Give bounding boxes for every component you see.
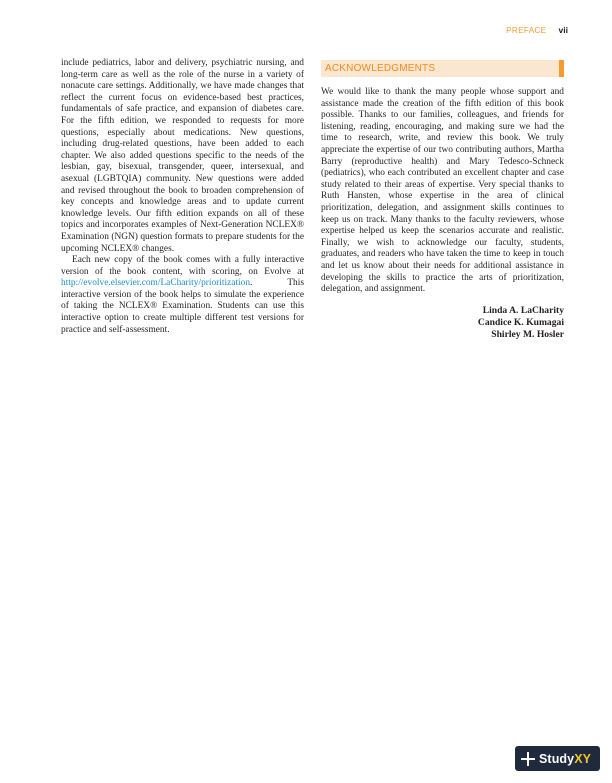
brand-suffix: XY (574, 751, 592, 766)
acknowledgments-heading: ACKNOWLEDGMENTS (325, 63, 436, 74)
author-name: Linda A. LaCharity (482, 304, 564, 316)
section-title: PREFACE (506, 26, 547, 35)
evolve-link[interactable]: http://evolve.elsevier.com/LaCharity/prioritization (61, 278, 251, 289)
heading-accent-bar (559, 60, 564, 77)
studyxy-logo-text (539, 752, 591, 766)
page-number: vii (558, 25, 568, 35)
preface-paragraph: include pediatrics, labor and delivery, psychiatric nursing, and long-term care as well as the role of the nurse in a variety of nonacute care settings. Additionally, we have made changes that reflect the current focus on evidence-based best practices, fundamentals of safe practice, and expansion of diabetes care. For the fifth edition, we responded to requests for more questions, especially about medications. New questions, including drug-related questions, have been added to each chapter. We also added questions specific to the needs of the lesbian, gay, bisexual, transgender, queer, intersexual, and asexual (LGBTQIA) community. New questions were added and revised throughout the book to broaden comprehension of key concepts and knowledge areas and to update current knowledge levels. Our fifth edition expands on all of these topics and incorporates examples of Next-Generation NCLEX® Examination (NGN) question formats to prepare students for the upcoming NCLEX® changes. (61, 58, 304, 254)
right-column (321, 58, 564, 341)
running-head (506, 25, 568, 35)
author-signatures (321, 305, 564, 341)
evolve-text-end: . This interactive version of the book helps to simulate the experience of taking the NCLEX® Examination. Students can use this interactive option to create multiple different test versions for practice and self-assessment. (61, 278, 304, 335)
left-column (61, 58, 304, 336)
evolve-paragraph (61, 255, 304, 336)
plus-icon (521, 752, 535, 766)
acknowledgments-heading-band (321, 60, 564, 77)
studyxy-watermark[interactable] (515, 746, 600, 771)
evolve-text-start: Each new copy of the book comes with a fully interactive version of the book content, with scoring, on Evolve at (61, 255, 304, 277)
brand-prefix: Study (539, 751, 575, 766)
acknowledgments-paragraph: We would like to thank the many people whose support and assistance made the creation of the fifth edition of this book possible. Thanks to our families, colleagues, and friends for listening, reading, encouraging, and making sure we had the time to research, write, and review this book. We truly appreciate the expertise of our two contributing authors, Martha Barry (reproductive health) and Mary Tedesco-Schneck (pediatrics), who each contributed an excellent chapter and case study related to their areas of expertise. Very special thanks to Ruth Hansten, whose expertise in the area of clinical prioritization, delegation, and assignment skills continues to keep us on track. Many thanks to the faculty reviewers, whose expertise helped us keep the scenarios accurate and realistic. Finally, we wish to acknowledge our faculty, students, graduates, and readers who have taken the time to keep in touch and let us know about their needs for additional assistance in developing the skills to practice the arts of prioritization, delegation, and assignment. (321, 87, 564, 295)
author-name: Candice K. Kumagai (477, 316, 564, 328)
author-name: Shirley M. Hosler (491, 328, 564, 340)
